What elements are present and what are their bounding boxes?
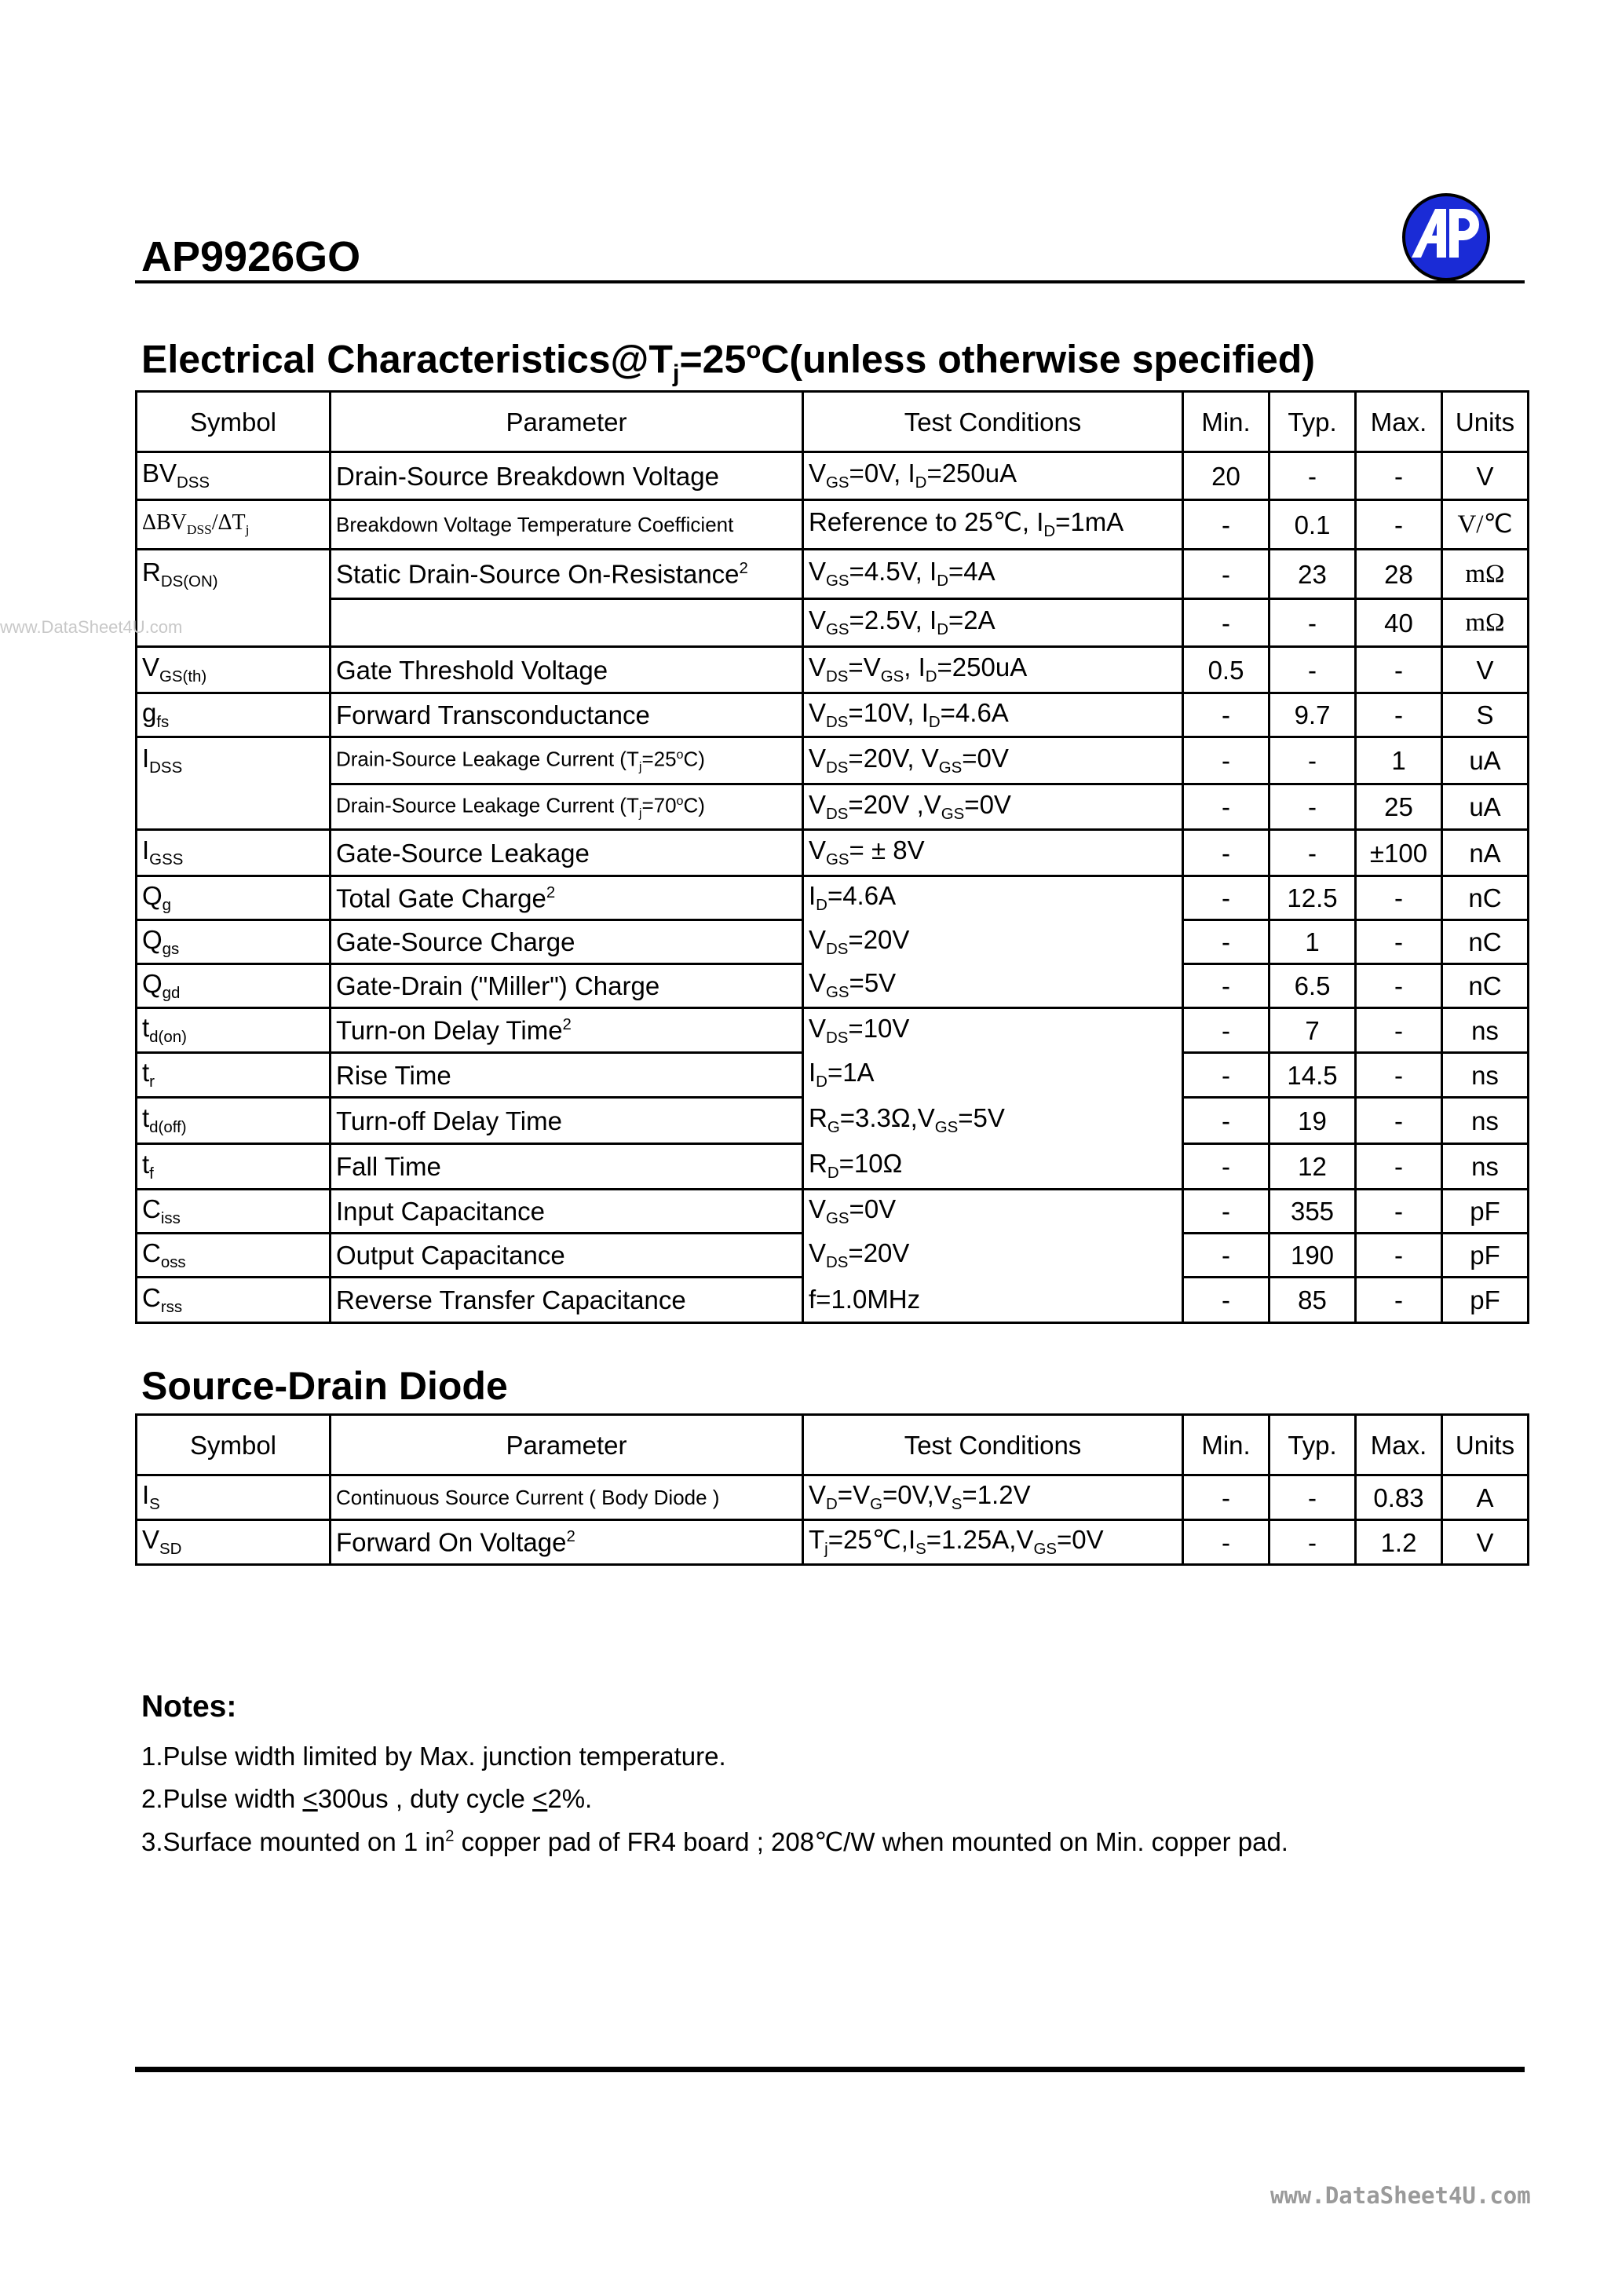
symbol-cell: $C_{oss}$ xyxy=(137,1234,331,1278)
test-condition-cell: $I_D=4.6A$ xyxy=(803,876,1183,920)
units-value: A xyxy=(1442,1475,1529,1520)
test-condition-cell: $T_j=25℃,I_S=1.25A,V_{GS}=0V$ xyxy=(803,1520,1183,1565)
symbol-cell: $C_{iss}$ xyxy=(137,1190,331,1234)
units-value: nC xyxy=(1442,920,1529,964)
min-value: 0.5 xyxy=(1183,647,1269,693)
source-drain-diode-table xyxy=(135,1413,1529,1566)
parameter-cell: Drain-Source Leakage Current $(T_j=70^oC)$ xyxy=(331,784,803,830)
typ-value: - xyxy=(1269,784,1356,830)
max-value: - xyxy=(1356,1278,1442,1323)
max-value: - xyxy=(1356,1190,1442,1234)
max-value: 25 xyxy=(1356,784,1442,830)
table-row xyxy=(137,1475,1529,1520)
symbol-cell: $g_{fs}$ xyxy=(137,693,331,737)
typ-value: - xyxy=(1269,452,1356,500)
column-header: Typ. xyxy=(1269,392,1356,452)
min-value: 20 xyxy=(1183,452,1269,500)
parameter-cell: Reverse Transfer Capacitance xyxy=(331,1278,803,1323)
table-row xyxy=(137,830,1529,876)
parameter-cell: Gate-Source Charge xyxy=(331,920,803,964)
symbol-cell: $BV_{DSS}$ xyxy=(137,452,331,500)
units-value: V xyxy=(1442,452,1529,500)
column-header: Symbol xyxy=(137,1415,331,1475)
min-value: - xyxy=(1183,1008,1269,1053)
symbol-cell: $\Delta BV_{DSS}/\Delta T_j$ xyxy=(137,500,331,550)
min-value: - xyxy=(1183,920,1269,964)
max-value: 40 xyxy=(1356,599,1442,647)
column-header: Parameter xyxy=(331,1415,803,1475)
parameter-cell: Turn-on Delay Time$^2$ xyxy=(331,1008,803,1053)
table-row xyxy=(137,1234,1529,1278)
max-value: 1.2 xyxy=(1356,1520,1442,1565)
typ-value: - xyxy=(1269,737,1356,784)
column-header: Test Conditions xyxy=(803,392,1183,452)
electrical-characteristics-title: Electrical $Characteristics@T_j=25^oC(unless$ otherwise specified) xyxy=(141,336,1315,387)
max-value: 28 xyxy=(1356,550,1442,599)
symbol-cell: $t_{d(off)}$ xyxy=(137,1098,331,1144)
test-condition-cell: $V_{DS}=V_{GS}$, $I_D=250uA$ xyxy=(803,647,1183,693)
column-header: Typ. xyxy=(1269,1415,1356,1475)
units-value: pF xyxy=(1442,1234,1529,1278)
symbol-cell: $C_{rss}$ xyxy=(137,1278,331,1323)
symbol-cell: $Q_g$ xyxy=(137,876,331,920)
test-condition-cell: $V_{GS}=5V$ xyxy=(803,964,1183,1008)
column-header: Max. xyxy=(1356,392,1442,452)
parameter-cell: Output Capacitance xyxy=(331,1234,803,1278)
test-condition-cell: $V_{GS}= \pm 8V$ xyxy=(803,830,1183,876)
typ-value: 1 xyxy=(1269,920,1356,964)
parameter-cell: Drain-Source Breakdown Voltage xyxy=(331,452,803,500)
max-value: - xyxy=(1356,920,1442,964)
units-value: V/℃ xyxy=(1442,500,1529,550)
units-value: ns xyxy=(1442,1144,1529,1190)
typ-value: - xyxy=(1269,830,1356,876)
min-value: - xyxy=(1183,1234,1269,1278)
min-value: - xyxy=(1183,737,1269,784)
note-1: 1.Pulse width limited by Max. junction temperature. xyxy=(141,1742,726,1771)
min-value: - xyxy=(1183,876,1269,920)
table-row xyxy=(137,1520,1529,1565)
parameter-cell: Continuous Source Current ( Body Diode ) xyxy=(331,1475,803,1520)
symbol-cell: $t_{d(on)}$ xyxy=(137,1008,331,1053)
typ-value: 12.5 xyxy=(1269,876,1356,920)
table-row xyxy=(137,550,1529,599)
units-value: pF xyxy=(1442,1190,1529,1234)
table-row xyxy=(137,1008,1529,1053)
column-header: Symbol xyxy=(137,392,331,452)
column-header: Test Conditions xyxy=(803,1415,1183,1475)
symbol-cell: $R_{DS(ON)}$ xyxy=(137,550,331,599)
footer-rule xyxy=(135,2067,1525,2072)
min-value: - xyxy=(1183,1278,1269,1323)
symbol-cell: $Q_{gd}$ xyxy=(137,964,331,1008)
min-value: - xyxy=(1183,830,1269,876)
typ-value: 190 xyxy=(1269,1234,1356,1278)
max-value: - xyxy=(1356,693,1442,737)
column-header: Units xyxy=(1442,1415,1529,1475)
typ-value: - xyxy=(1269,1520,1356,1565)
source-drain-diode-title: Source-Drain Diode xyxy=(141,1364,508,1408)
units-value: V xyxy=(1442,1520,1529,1565)
min-value: - xyxy=(1183,550,1269,599)
column-header: Min. xyxy=(1183,392,1269,452)
units-value: mΩ xyxy=(1442,599,1529,647)
max-value: - xyxy=(1356,500,1442,550)
max-value: - xyxy=(1356,1098,1442,1144)
min-value: - xyxy=(1183,784,1269,830)
test-condition-cell: $V_{DS}=20V$ xyxy=(803,920,1183,964)
test-condition-cell: $R_D=10\Omega$ xyxy=(803,1144,1183,1190)
table-row xyxy=(137,1053,1529,1098)
typ-value: 0.1 xyxy=(1269,500,1356,550)
test-condition-cell: $V_{DS}=20V$, $V_{GS}=0V$ xyxy=(803,737,1183,784)
table-row xyxy=(137,737,1529,784)
units-value: ns xyxy=(1442,1098,1529,1144)
parameter-cell: Total Gate Charge$^2$ xyxy=(331,876,803,920)
min-value: - xyxy=(1183,1098,1269,1144)
symbol-cell: $I_S$ xyxy=(137,1475,331,1520)
table-header-row xyxy=(137,392,1529,452)
units-value: pF xyxy=(1442,1278,1529,1323)
max-value: 1 xyxy=(1356,737,1442,784)
typ-value: 12 xyxy=(1269,1144,1356,1190)
test-condition-cell: $V_{GS}=0V$ xyxy=(803,1190,1183,1234)
typ-value: - xyxy=(1269,647,1356,693)
typ-value: 23 xyxy=(1269,550,1356,599)
symbol-cell: $I_{DSS}$ xyxy=(137,737,331,784)
min-value: - xyxy=(1183,964,1269,1008)
column-header: Units xyxy=(1442,392,1529,452)
parameter-cell: Input Capacitance xyxy=(331,1190,803,1234)
max-value: - xyxy=(1356,1234,1442,1278)
parameter-cell: Gate Threshold Voltage xyxy=(331,647,803,693)
typ-value: 7 xyxy=(1269,1008,1356,1053)
test-condition-cell: $V_{DS}=20V$ $,V_{GS}=0V$ xyxy=(803,784,1183,830)
symbol-cell: $I_{GSS}$ xyxy=(137,830,331,876)
table-row xyxy=(137,920,1529,964)
symbol-cell: $V_{GS(th)}$ xyxy=(137,647,331,693)
electrical-characteristics-table xyxy=(135,390,1529,1324)
test-condition-cell: f=1.0MHz xyxy=(803,1278,1183,1323)
symbol-cell: $V_{SD}$ xyxy=(137,1520,331,1565)
min-value: - xyxy=(1183,1190,1269,1234)
parameter-cell: Forward Transconductance xyxy=(331,693,803,737)
table-row xyxy=(137,693,1529,737)
table-row xyxy=(137,452,1529,500)
test-condition-cell: $V_{GS}=4.5V$, $I_D=4A$ xyxy=(803,550,1183,599)
typ-value: 14.5 xyxy=(1269,1053,1356,1098)
part-number: AP9926GO xyxy=(141,233,361,280)
table-row xyxy=(137,1144,1529,1190)
parameter-cell: Breakdown Voltage Temperature Coefficient xyxy=(331,500,803,550)
max-value: ±100 xyxy=(1356,830,1442,876)
test-condition-cell: $V_{DS}=20V$ xyxy=(803,1234,1183,1278)
max-value: - xyxy=(1356,876,1442,920)
max-value: 0.83 xyxy=(1356,1475,1442,1520)
units-value: S xyxy=(1442,693,1529,737)
units-value: mΩ xyxy=(1442,550,1529,599)
test-condition-cell: $V_{GS}=0V$, $I_D=250uA$ xyxy=(803,452,1183,500)
table-row xyxy=(137,1278,1529,1323)
table-row xyxy=(137,876,1529,920)
test-condition-cell: $V_D=V_G=0V,V_S=1.2V$ xyxy=(803,1475,1183,1520)
min-value: - xyxy=(1183,500,1269,550)
min-value: - xyxy=(1183,1520,1269,1565)
table-row xyxy=(137,1098,1529,1144)
parameter-cell: Gate-Source Leakage xyxy=(331,830,803,876)
table-row xyxy=(137,599,1529,647)
typ-value: 355 xyxy=(1269,1190,1356,1234)
typ-value: 9.7 xyxy=(1269,693,1356,737)
min-value: - xyxy=(1183,1053,1269,1098)
units-value: ns xyxy=(1442,1053,1529,1098)
test-condition-cell: $I_D=1A$ xyxy=(803,1053,1183,1098)
test-condition-cell: $R_G=3.3\Omega,V_{GS}=5V$ xyxy=(803,1098,1183,1144)
column-header: Parameter xyxy=(331,392,803,452)
symbol-cell: $Q_{gs}$ xyxy=(137,920,331,964)
column-header: Max. xyxy=(1356,1415,1442,1475)
units-value: V xyxy=(1442,647,1529,693)
min-value: - xyxy=(1183,693,1269,737)
min-value: - xyxy=(1183,1144,1269,1190)
max-value: - xyxy=(1356,647,1442,693)
parameter-cell xyxy=(331,599,803,647)
company-logo xyxy=(1401,192,1492,283)
table-header-row xyxy=(137,1415,1529,1475)
min-value: - xyxy=(1183,599,1269,647)
symbol-cell: $t_f$ xyxy=(137,1144,331,1190)
parameter-cell: Turn-off Delay Time xyxy=(331,1098,803,1144)
side-watermark: www.DataSheet4U.com xyxy=(0,617,183,637)
test-condition-cell: $V_{GS}=2.5V$, $I_D=2A$ xyxy=(803,599,1183,647)
notes-title: Notes: xyxy=(141,1690,237,1724)
units-value: uA xyxy=(1442,737,1529,784)
note-3: 3.Surface mounted on 1 $in^2$ copper pad of FR4 board ; 208℃/W when mounted on Min. copper pad. xyxy=(141,1826,1288,1856)
max-value: - xyxy=(1356,964,1442,1008)
units-value: ns xyxy=(1442,1008,1529,1053)
column-header: Min. xyxy=(1183,1415,1269,1475)
note-2: 2.Pulse width <300us , duty cycle <2%. xyxy=(141,1784,593,1813)
max-value: - xyxy=(1356,1053,1442,1098)
test-condition-cell: $V_{DS}=10V$, $I_D=4.6A$ xyxy=(803,693,1183,737)
units-value: uA xyxy=(1442,784,1529,830)
parameter-cell: Drain-Source Leakage Current $(T_j=25^oC)$ xyxy=(331,737,803,784)
max-value: - xyxy=(1356,452,1442,500)
max-value: - xyxy=(1356,1144,1442,1190)
units-value: nA xyxy=(1442,830,1529,876)
parameter-cell: Rise Time xyxy=(331,1053,803,1098)
table-row xyxy=(137,647,1529,693)
parameter-cell: Static Drain-Source On-Resistance$^2$ xyxy=(331,550,803,599)
table-row xyxy=(137,964,1529,1008)
typ-value: - xyxy=(1269,1475,1356,1520)
units-value: nC xyxy=(1442,876,1529,920)
header-rule xyxy=(135,280,1525,283)
table-row xyxy=(137,500,1529,550)
parameter-cell: Forward On Voltage$^2$ xyxy=(331,1520,803,1565)
test-condition-cell: Reference to 25℃, $I_D=1mA$ xyxy=(803,500,1183,550)
typ-value: 19 xyxy=(1269,1098,1356,1144)
min-value: - xyxy=(1183,1475,1269,1520)
footer-watermark: www.DataSheet4U.com xyxy=(1270,2182,1531,2209)
max-value: - xyxy=(1356,1008,1442,1053)
units-value: nC xyxy=(1442,964,1529,1008)
parameter-cell: Gate-Drain ("Miller") Charge xyxy=(331,964,803,1008)
typ-value: - xyxy=(1269,599,1356,647)
symbol-cell: $t_r$ xyxy=(137,1053,331,1098)
table-row xyxy=(137,1190,1529,1234)
typ-value: 6.5 xyxy=(1269,964,1356,1008)
symbol-cell xyxy=(137,784,331,830)
parameter-cell: Fall Time xyxy=(331,1144,803,1190)
typ-value: 85 xyxy=(1269,1278,1356,1323)
test-condition-cell: $V_{DS}=10V$ xyxy=(803,1008,1183,1053)
table-row xyxy=(137,784,1529,830)
